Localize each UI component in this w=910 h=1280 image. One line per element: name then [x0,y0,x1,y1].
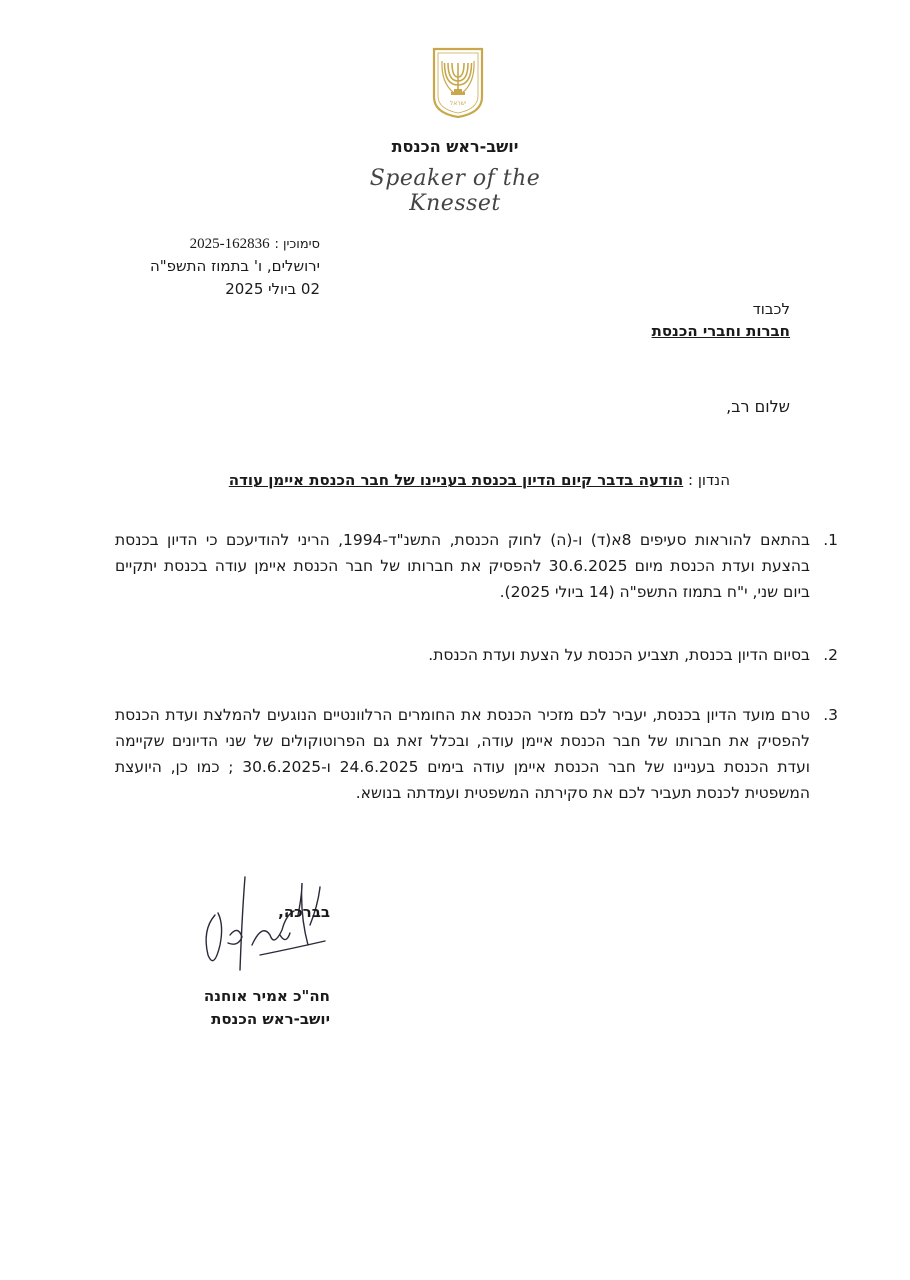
gregorian-date: 02 ביולי 2025 [225,280,320,298]
paragraph-3 [115,702,838,806]
reference-line [90,234,320,253]
emblem-inscription: ישראל [449,100,467,107]
reference-number: 2025-162836 [189,236,270,252]
paragraph-number: 2. [823,646,838,664]
paragraph-number: 3. [823,706,838,724]
subject-line [180,471,730,489]
paragraph-number: 1. [823,531,838,549]
handwritten-signature [190,875,340,985]
recipient-name: חברות וחברי הכנסת [651,322,790,340]
subject-text: הודעה בדבר קיום הדיון בכנסת בעניינו של חבר הכנסת איימן עודה [228,471,684,489]
paragraph-2 [115,642,838,668]
signer-title: יושב-ראש הכנסת [211,1010,330,1028]
menorah-emblem-icon [428,45,488,120]
paragraph-text: טרם מועד הדיון בכנסת, יעביר לכם מזכיר הכנסת את החומרים הרלוונטיים הנוגעים להמלצת ועדת הכנסת להפסיק את חברותו של חבר הכנסת איימן עודה, ובכלל זאת גם הפרוטוקולים של שני הדיונים שקיימה ועדת הכנסת בעניינו של חבר הכנסת איימן עודה בימים 24.6.2025 ו-30.6.2025 ; כמו כן, היועצת המשפטית לכנסת תעביר לכם את סקירתה המשפטית ועמדתה בנושא. [115,706,810,802]
closing-blessing: בברכה, [278,903,330,921]
greeting: שלום רב, [726,397,790,416]
recipient-label: לכבוד [752,300,790,318]
subject-label: הנדון : [688,471,730,489]
paragraph-text: בהתאם להוראות סעיפים 8א(ד) ו-(ה) לחוק הכנסת, התשנ"ד-1994, הריני להודיעכם כי הדיון בכנסת בהצעת ועדת הכנסת מיום 30.6.2025 להפסיק את חברותו של חבר הכנסת איימן עודה בכנסת יתקיים ביום שני, י"ח בתמוז התשפ"ה (14 ביולי 2025). [115,531,810,601]
office-title-hebrew: יושב-ראש הכנסת [391,137,519,156]
paragraph-text: בסיום הדיון בכנסת, תצביע הכנסת על הצעת ועדת הכנסת. [428,646,810,664]
reference-label: סימוכין : [274,237,320,252]
paragraph-1 [115,527,838,605]
signer-name: חה"כ אמיר אוחנה [203,987,330,1005]
hebrew-date: ירושלים, ו' בתמוז התשפ"ה [149,257,320,275]
office-title-english: Speaker of the Knesset [369,166,541,216]
